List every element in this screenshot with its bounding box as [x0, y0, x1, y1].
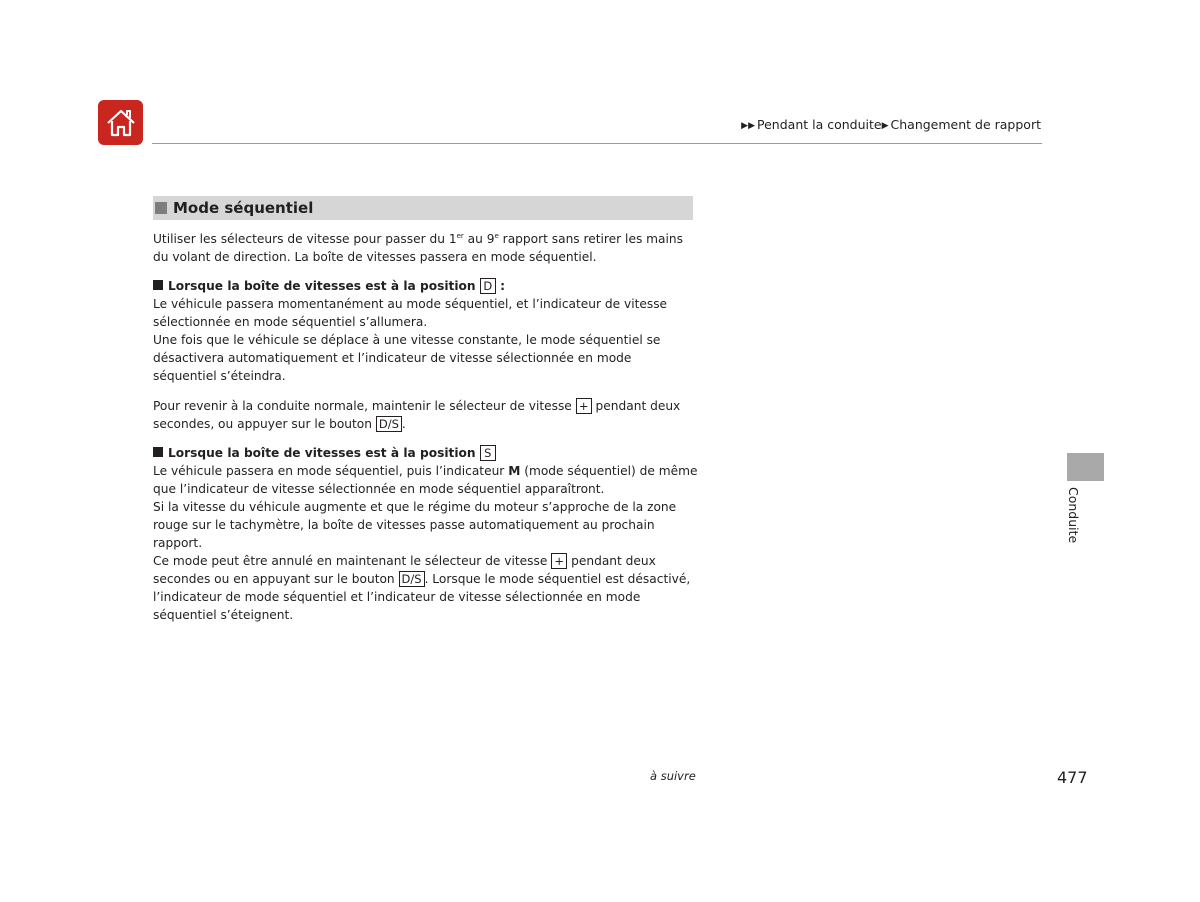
plus-selector-icon: +: [551, 553, 567, 569]
key-d-symbol: D: [480, 278, 496, 294]
breadcrumb-arrow-icon: ▶: [881, 121, 889, 131]
key-s-symbol: S: [480, 445, 496, 461]
paragraph-s-2: Si la vitesse du véhicule augmente et que le régime du moteur s’approche de la zone rouge sur le tachymètre, la boîte de vitesses passe automatiquement au prochain rapport.: [153, 500, 677, 551]
section-square-icon: [155, 202, 167, 214]
bullet-square-icon: [153, 280, 163, 290]
breadcrumb: [741, 117, 1041, 132]
subheading-position-d: Lorsque la boîte de vitesses est à la position D :: [153, 277, 698, 295]
paragraph-d-2: Une fois que le véhicule se déplace à une vitesse constante, le mode séquentiel se désactivera automatiquement et l’indicateur de vitesse sélectionnée en mode séquentiel s’éteindra.: [153, 333, 661, 384]
continued-note: à suivre: [650, 769, 696, 783]
house-glyph: [104, 106, 138, 140]
home-icon[interactable]: [98, 100, 143, 145]
paragraph-d-1: Le véhicule passera momentanément au mode séquentiel, et l’indicateur de vitesse sélectionnée en mode séquentiel s’allumera.: [153, 297, 668, 330]
ds-button-icon: D/S: [399, 571, 425, 587]
breadcrumb-item-changement[interactable]: Changement de rapport: [890, 117, 1041, 132]
section-title: [153, 196, 693, 220]
paragraph-s-1: Le véhicule passera en mode séquentiel, puis l’indicateur M (mode séquentiel) de même que l’indicateur de vitesse sélectionnée en mode séquentiel apparaîtront.: [153, 464, 698, 497]
section-title-text: Mode séquentiel: [173, 199, 314, 217]
intro-paragraph: Utiliser les sélecteurs de vitesse pour passer du 1er au 9e rapport sans retirer les mains du volant de direction. La boîte de vitesses passera en mode séquentiel.: [153, 232, 683, 265]
breadcrumb-arrow-icon: ▶▶: [741, 121, 756, 131]
chapter-tab-label[interactable]: Conduite: [1066, 487, 1081, 544]
bullet-square-icon: [153, 447, 163, 457]
content-body: [153, 227, 698, 624]
plus-selector-icon: +: [576, 398, 592, 414]
page-number: 477: [1057, 768, 1088, 787]
paragraph-d-3: Pour revenir à la conduite normale, maintenir le sélecteur de vitesse + pendant deux secondes, ou appuyer sur le bouton D/S .: [153, 399, 681, 432]
ds-button-icon: D/S: [376, 416, 402, 432]
subheading-position-s: Lorsque la boîte de vitesses est à la position S: [153, 444, 698, 462]
paragraph-s-3: Ce mode peut être annulé en maintenant le sélecteur de vitesse + pendant deux secondes ou en appuyant sur le bouton D/S . Lorsque le mode séquentiel est désactivé, l’indicateur de mode séquentiel et l’indicateur de vitesse sélectionnée en mode séquentiel s’éteignent.: [153, 554, 691, 623]
breadcrumb-item-conduite[interactable]: Pendant la conduite: [757, 117, 882, 132]
chapter-tab-marker[interactable]: [1067, 453, 1104, 481]
header-rule: [152, 143, 1042, 144]
